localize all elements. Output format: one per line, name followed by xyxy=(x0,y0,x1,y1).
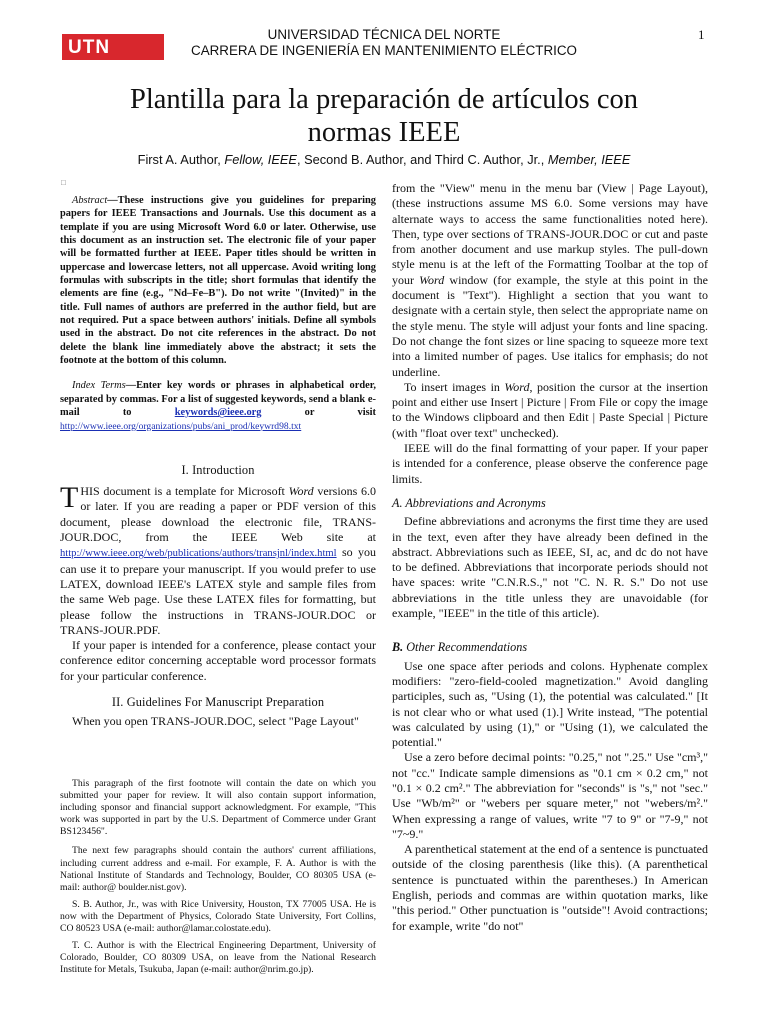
right-p1-text-b: window (for example, the style at this point in the document is "Text"). Highlight a section that you want to designate with a certain style, then select the appropriate name on the style menu. The style will adjust your fonts and line spacing. Do not change the font sizes or line spacing to squeeze more text into a limited number of pages. Use italics for emphasis; do not underline. xyxy=(392,272,708,379)
author-line xyxy=(0,152,768,167)
intro-text-c: so you can use it to prepare your manuscript. If you would prefer to use LATEX, download IEEE's LATEX style and sample files from the same Web page. Use these LATEX files for formatting, but please follow the instructions in TRANS-JOUR.DOC or TRANS-JOUR.PDF. xyxy=(60,545,376,637)
footnote-1: This paragraph of the first footnote will contain the date on which you submitted your paper for review. It will also contain support information, including sponsor and financial support acknowledgment. For example, "This work was supported in part by the U.S. Department of Commerce under Grant BS123456". xyxy=(60,778,376,838)
abstract xyxy=(60,194,376,367)
ieee-template-link[interactable]: http://www.ieee.org/web/publications/authors/transjnl/index.html xyxy=(60,548,337,560)
paper-title-line-1: Plantilla para la preparación de artículos con xyxy=(129,84,639,115)
subsection-b-title: Other Recommendations xyxy=(403,640,528,655)
footnote-4: T. C. Author is with the Electrical Engineering Department, University of Colorado, Boulder, CO 80309 USA, on leave from the National Research Institute for Metals, Tsukuba, Japan (e-mail: author@nrim.go.jp). xyxy=(60,940,376,976)
intro-text-a: HIS document is a template for Microsoft xyxy=(80,484,289,499)
word-emphasis: Word xyxy=(288,484,314,499)
dropcap-letter: T xyxy=(60,481,79,515)
blank-line-marker: □ xyxy=(61,178,66,187)
author-2-3: , Second B. Author, and Third C. Author, Jr., xyxy=(296,152,548,167)
university-name: UNIVERSIDAD TÉCNICA DEL NORTE xyxy=(267,27,501,42)
right-p2-text-b: , position the cursor at the insertion point and either use Insert | Picture | From File or copy the image to the Windows clipboard and then Edit | Paste Special | Picture (with "float over text" unchecked). xyxy=(392,379,709,440)
footnote-3: S. B. Author, Jr., was with Rice University, Houston, TX 77005 USA. He is now with the Department of Physics, Colorado State University, Fort Collins, CO 80523 USA (e-mail: author@lamar.colostate.edu). xyxy=(60,898,376,935)
intro-paragraph-1 xyxy=(60,481,376,638)
abbreviations-paragraph: Define abbreviations and acronyms the first time they are used in the text, even after they have already been defined in the abstract. Abbreviations such as IEEE, SI, ac, and dc do not have to be defined. Abbreviations that incorporate periods should not have spaces: write "C.N.R.S.," not "C. N. R. S." Do not use abbreviations in the title unless they are unavoidable (for example, "IEEE" in the title of this article). xyxy=(392,514,708,621)
abstract-label: Abstract xyxy=(72,195,108,206)
right-paragraph-3: IEEE will do the final formatting of your paper. If your paper is intended for a conference, please observe the conference page limits. xyxy=(392,441,708,486)
career-name: CARRERA DE INGENIERÍA EN MANTENIMIENTO ELÉCTRICO xyxy=(191,43,577,58)
recommendations-paragraph-1: Use one space after periods and colons. Hyphenate complex modifiers: "zero-field-cooled magnetization." Avoid dangling participles, such as, "Using (1), the potential was calculated." [It is not clear who or what used (1).] Write instead, "The potential was calculated by using (1)," or "Using (1), we calculated the potential." xyxy=(392,658,708,750)
guidelines-paragraph-1: When you open TRANS-JOUR.DOC, select "Page Layout" xyxy=(72,714,359,729)
right-paragraph-2 xyxy=(392,380,708,441)
section-2-heading: II. Guidelines For Manuscript Preparation xyxy=(111,695,325,709)
or-visit-text: or visit xyxy=(261,407,376,419)
subsection-b-heading xyxy=(392,640,708,655)
section-1-heading: I. Introduction xyxy=(181,462,255,477)
page-number: 1 xyxy=(698,27,705,42)
recommendations-paragraph-3: A parenthetical statement at the end of a sentence is punctuated outside of the closing parenthesis (like this). (A parenthetical sentence is punctuated within the parentheses.) In American English, periods and commas are within quotation marks, like "this period." Other punctuation is "outside"! Avoid contractions; for example, write "do not" xyxy=(392,842,708,933)
index-terms xyxy=(60,379,376,432)
right-p2-word: Word xyxy=(504,379,530,394)
abstract-text: —These instructions give you guidelines for preparing papers for IEEE Transactions and Journals. Use this document as a template if you are using Microsoft Word 6.0 or later. Otherwise, use this document as an instruction set. The electronic file of your paper will be formatted further at IEEE. Paper titles should be written in uppercase and lowercase letters, not all uppercase. Avoid writing long formulas with subscripts in the title; short formulas that identify the elements are fine (e.g., "Nd–Fe–B"). Do not write "(Invited)" in the title. Full names of authors are preferred in the author field, but are not required. Put a space between authors' initials. Define all symbols used in the abstract. Do not cite references in the abstract. Do not delete the blank line immediately above the abstract; it sets the footnote at the bottom of this column. xyxy=(60,195,376,367)
left-column xyxy=(60,194,376,730)
subsection-b-letter: B. xyxy=(392,640,404,655)
paper-title-line-2: normas IEEE xyxy=(307,117,461,148)
intro-paragraph-2: If your paper is intended for a conference, please contact your conference editor concerning acceptable word processor formats for your particular conference. xyxy=(60,638,376,683)
recommendations-paragraph-2: Use a zero before decimal points: "0.25," not ".25." Use "cm³," not "cc." Indicate sample dimensions as "0.1 cm × 0.2 cm," not "0.1 × 0.2 cm²." The abbreviation for "seconds" is "s," not "sec." Use "Wb/m²" or "webers per square meter," not "webers/m²." When expressing a range of values, write "7 to 9" or "7-9," not "7~9." xyxy=(392,750,708,841)
author-1: First A. Author, xyxy=(137,152,225,167)
footnote-2: The next few paragraphs should contain the authors' current affiliations, including current address and e-mail. For example, F. A. Author is with the National Institute of Standards and Technology, Boulder, CO 80305 USA (e-mail: author@ boulder.nist.gov). xyxy=(60,845,376,893)
right-paragraph-1 xyxy=(392,181,708,380)
index-terms-text: —Enter key words or phrases in alphabetical order, separated by commas. For a list of suggested keywords, send a blank e-mail to xyxy=(60,380,376,419)
right-p1-word: Word xyxy=(419,272,445,287)
index-terms-label: Index Terms xyxy=(72,380,126,392)
subsection-a-heading: A. Abbreviations and Acronyms xyxy=(392,495,546,510)
right-p2-text-a: To insert images in xyxy=(404,379,505,394)
keywords-email-link[interactable]: keywords@ieee.org xyxy=(174,407,262,419)
keywords-url-link[interactable]: http://www.ieee.org/organizations/pubs/ani_prod/keywrd98.txt xyxy=(60,420,302,432)
logo-text: UTN xyxy=(68,37,111,58)
author-3-grade: Member, IEEE xyxy=(547,152,631,167)
author-1-grade: Fellow, IEEE xyxy=(224,152,297,167)
right-p1-text: from the "View" menu in the menu bar (View | Page Layout), (these instructions assume MS 6.0. Some versions may have alternate ways to access the same functionalities noted here). Then, type over sections of TRANS-JOUR.DOC or cut and paste from another document and use markup styles. The pull-down style menu is at the left of the Formatting Toolbar at the top of your xyxy=(392,181,708,287)
right-column xyxy=(392,181,708,934)
footnotes xyxy=(60,778,376,976)
intro-text-b: versions 6.0 or later. If you are reading a paper or PDF version of this document, please download the electronic file, TRANS-JOUR.DOC, from the IEEE Web site at xyxy=(60,484,376,545)
